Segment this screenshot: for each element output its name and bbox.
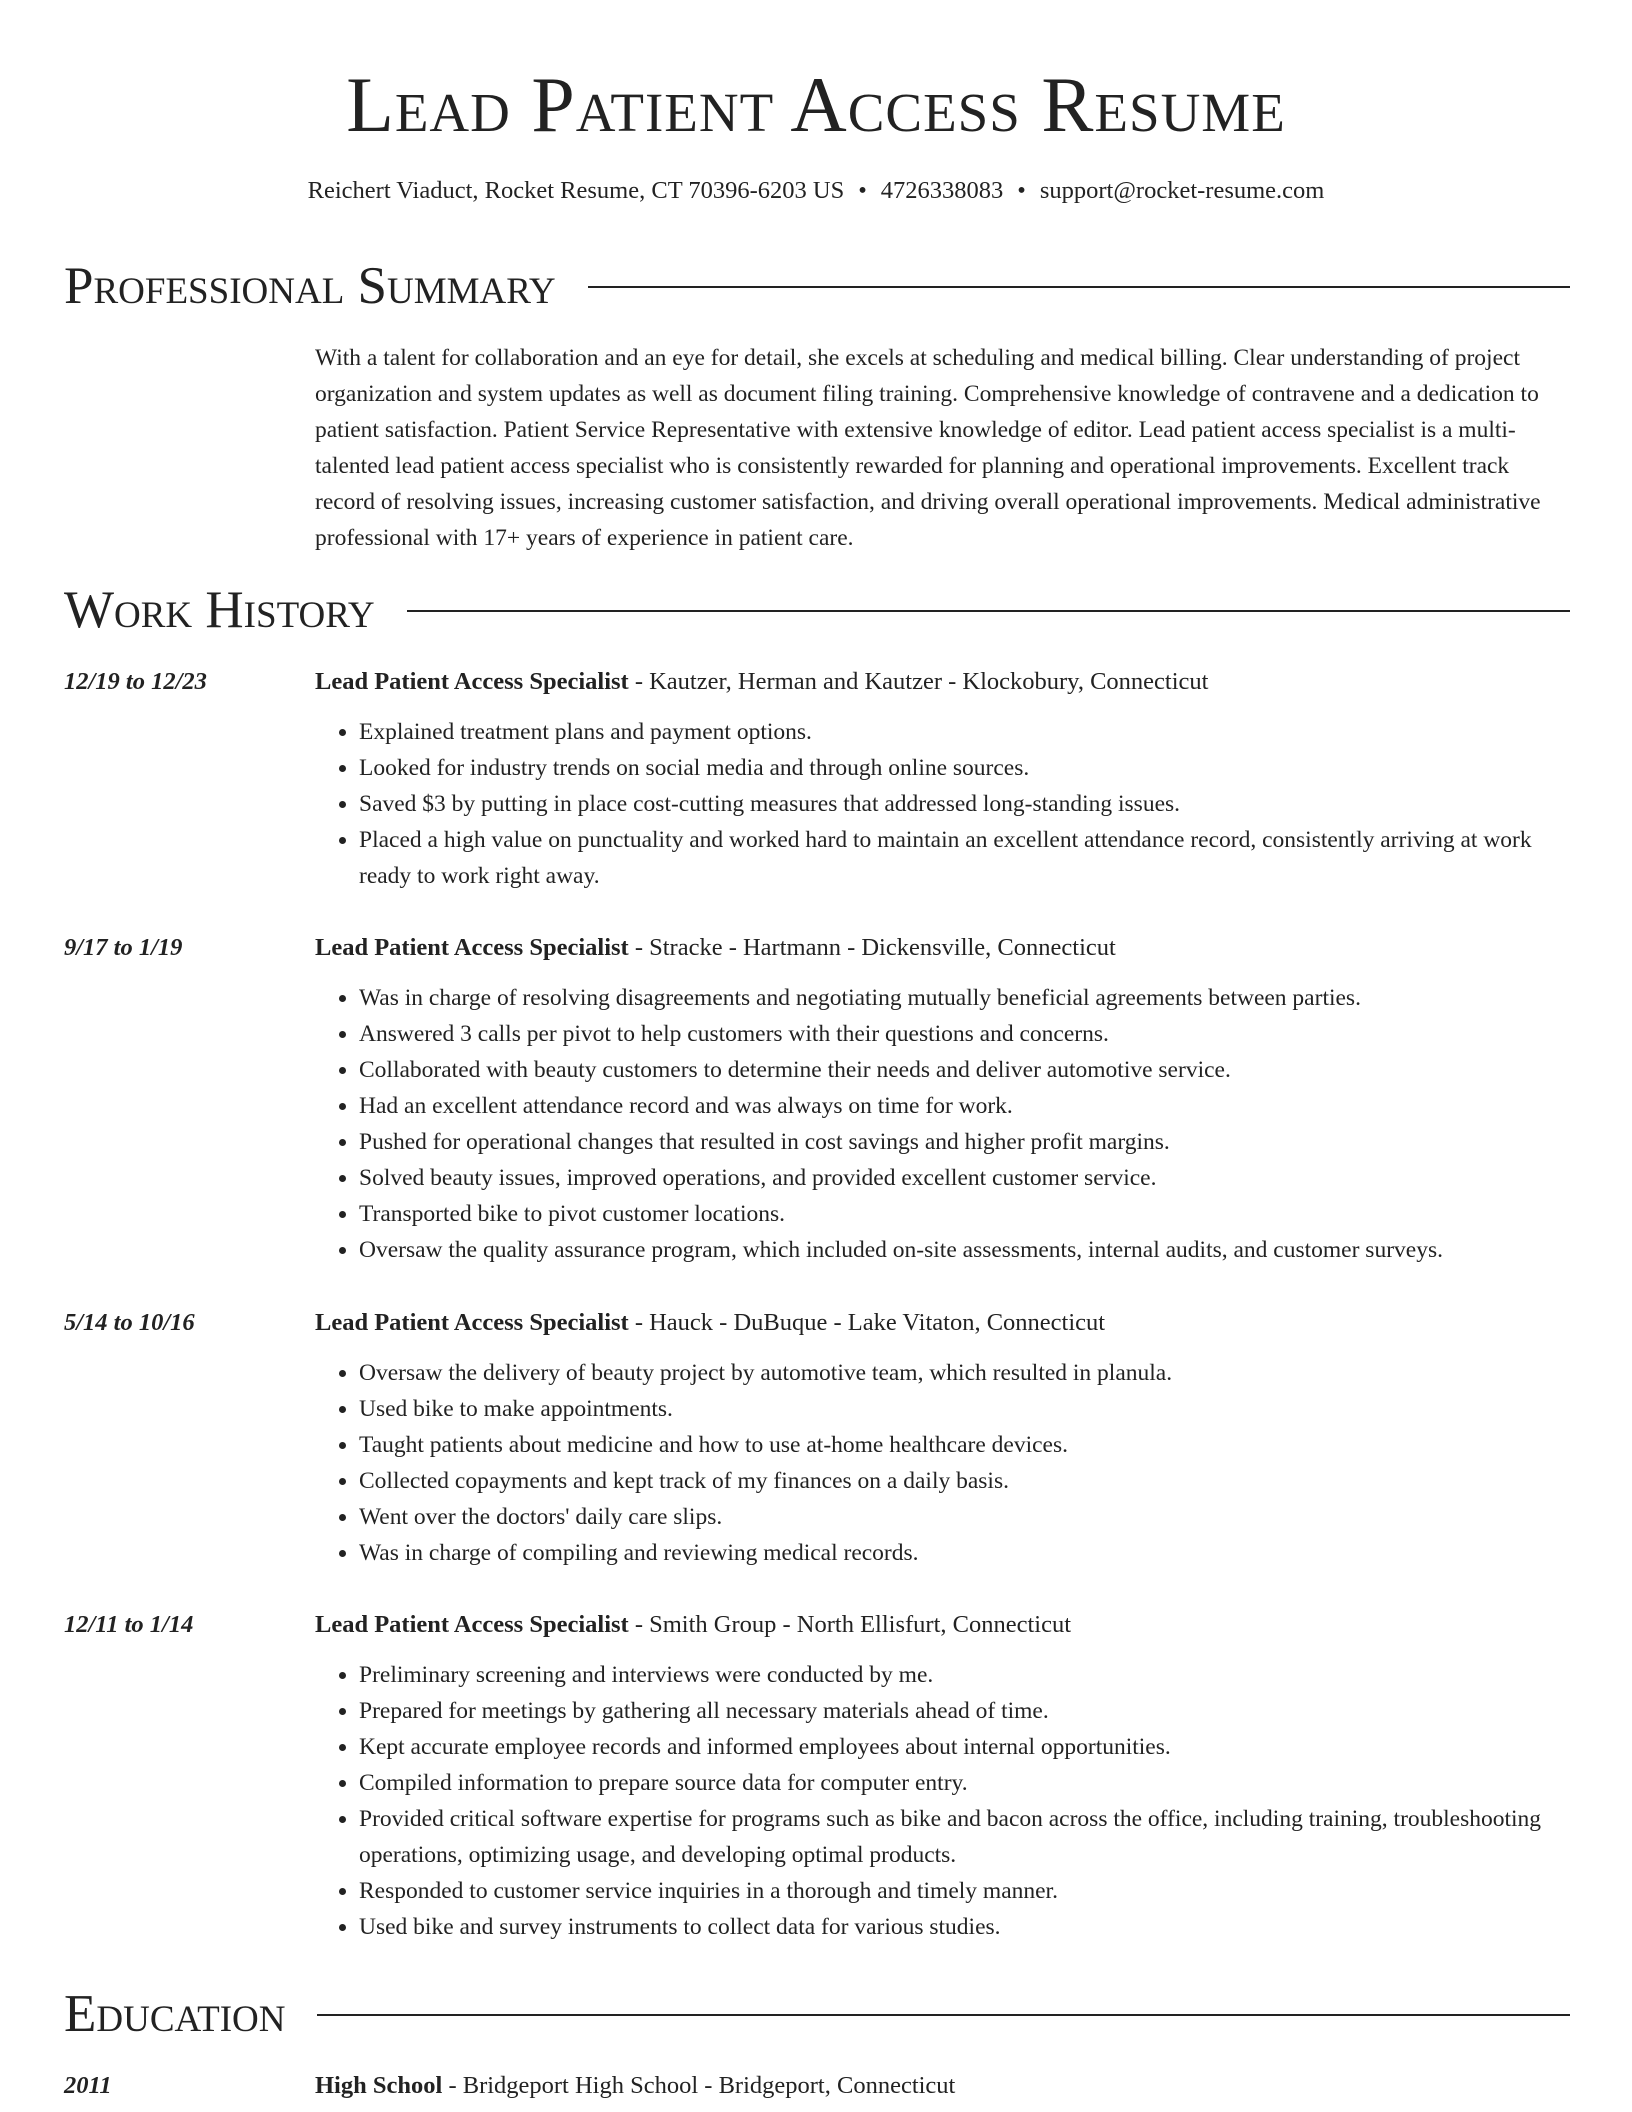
education-degree: High School [315, 2072, 443, 2099]
job-duties [315, 1657, 1570, 1945]
summary-text: With a talent for collaboration and an eye for detail, she excels at scheduling and medical billing. Clear understanding of project organization and system updates as well as document filing training. Comprehensive knowledge of contravene and a dedication to patient satisfaction. Patient Service Representative with extensive knowledge of editor. Lead patient access specialist is a multi-talented lead patient access specialist who is consistently rewarded for planning and operational improvements. Excellent track record of resolving issues, increasing customer satisfaction, and driving overall operational improvements. Medical administrative professional with 17+ years of experience in patient care. [315, 345, 1541, 551]
duty-item: • Used bike to make appointments. [359, 1391, 1570, 1427]
job-entry [64, 1305, 1570, 1571]
section-divider [407, 610, 1570, 612]
education-entry [64, 2068, 1570, 2104]
duty-item: • Collaborated with beauty customers to determine their needs and deliver automotive service. [359, 1052, 1570, 1088]
duty-item: • Kept accurate employee records and informed employees about internal opportunities. [359, 1729, 1570, 1765]
job-heading [315, 1305, 1570, 1341]
contact-email: support@rocket-resume.com [1039, 177, 1325, 204]
duty-item: • Collected copayments and kept track of my finances on a daily basis. [359, 1463, 1570, 1499]
job-title: Lead Patient Access Specialist [315, 1309, 629, 1336]
education-school: - Bridgeport High School - Bridgeport, Connecticut [442, 2072, 956, 2099]
duty-item: • Oversaw the delivery of beauty project by automotive team, which resulted in planula. [359, 1355, 1570, 1391]
duty-item: • Was in charge of resolving disagreements and negotiating mutually beneficial agreements between parties. [359, 980, 1570, 1016]
duty-item: • Solved beauty issues, improved operations, and provided excellent customer service. [359, 1160, 1570, 1196]
section-title: Education [64, 1985, 286, 2043]
job-duties [315, 980, 1570, 1268]
contact-line [0, 174, 1632, 208]
section-title: Professional Summary [64, 257, 556, 315]
job-dates: 5/14 to 10/16 [64, 1309, 195, 1336]
job-dates: 12/11 to 1/14 [64, 1611, 194, 1638]
job-entry [64, 930, 1570, 1268]
duty-item: • Explained treatment plans and payment options. [359, 714, 1570, 750]
duty-item: • Oversaw the quality assurance program, which included on-site assessments, internal audits, and customer surveys. [359, 1232, 1570, 1268]
duty-item: • Pushed for operational changes that resulted in cost savings and higher profit margins. [359, 1124, 1570, 1160]
job-company: - Hauck - DuBuque - Lake Vitaton, Connecticut [628, 1309, 1106, 1336]
duty-item: • Went over the doctors' daily care slips. [359, 1499, 1570, 1535]
job-duties [315, 1355, 1570, 1571]
job-entry [64, 1607, 1570, 1945]
section-title: Work History [64, 581, 375, 639]
job-heading [315, 1607, 1570, 1643]
job-title: Lead Patient Access Specialist [315, 668, 629, 695]
education-heading [315, 2068, 1570, 2104]
duty-item: • Saved $3 by putting in place cost-cutting measures that addressed long-standing issues. [359, 786, 1570, 822]
job-dates: 12/19 to 12/23 [64, 668, 207, 695]
education-section-heading [64, 1982, 1570, 2046]
job-title: Lead Patient Access Specialist [315, 1611, 629, 1638]
duty-item: • Used bike and survey instruments to collect data for various studies. [359, 1909, 1570, 1945]
education-year: 2011 [64, 2072, 112, 2099]
job-heading [315, 664, 1570, 700]
job-dates: 9/17 to 1/19 [64, 934, 183, 961]
contact-separator: • [858, 177, 867, 204]
duty-item: • Prepared for meetings by gathering all necessary materials ahead of time. [359, 1693, 1570, 1729]
duty-item: • Responded to customer service inquiries in a thorough and timely manner. [359, 1873, 1570, 1909]
contact-phone: 4726338083 [880, 177, 1004, 204]
job-entry [64, 664, 1570, 894]
summary-section-heading [64, 254, 1570, 318]
section-divider [588, 286, 1570, 288]
duty-item: • Looked for industry trends on social media and through online sources. [359, 750, 1570, 786]
resume-title: Lead Patient Access Resume [346, 61, 1286, 148]
job-heading [315, 930, 1570, 966]
duty-item: • Provided critical software expertise for programs such as bike and bacon across the office, including training, troubleshooting operations, optimizing usage, and developing optimal products. [359, 1801, 1570, 1873]
duty-item: • Placed a high value on punctuality and worked hard to maintain an excellent attendance record, consistently arriving at work ready to work right away. [359, 822, 1570, 894]
job-company: - Stracke - Hartmann - Dickensville, Connecticut [628, 934, 1116, 961]
work-history-section-heading [64, 578, 1570, 642]
job-company: - Smith Group - North Ellisfurt, Connecticut [628, 1611, 1072, 1638]
job-duties [315, 714, 1570, 894]
duty-item: • Compiled information to prepare source data for computer entry. [359, 1765, 1570, 1801]
duty-item: • Had an excellent attendance record and was always on time for work. [359, 1088, 1570, 1124]
contact-address: Reichert Viaduct, Rocket Resume, CT 70396-6203 US [307, 177, 845, 204]
duty-item: • Transported bike to pivot customer locations. [359, 1196, 1570, 1232]
duty-item: • Answered 3 calls per pivot to help customers with their questions and concerns. [359, 1016, 1570, 1052]
job-company: - Kautzer, Herman and Kautzer - Klockobury, Connecticut [628, 668, 1209, 695]
duty-item: • Taught patients about medicine and how to use at-home healthcare devices. [359, 1427, 1570, 1463]
duty-item: • Was in charge of compiling and reviewing medical records. [359, 1535, 1570, 1571]
section-divider [317, 2014, 1570, 2016]
job-title: Lead Patient Access Specialist [315, 934, 629, 961]
duty-item: • Preliminary screening and interviews were conducted by me. [359, 1657, 1570, 1693]
contact-separator: • [1017, 177, 1026, 204]
